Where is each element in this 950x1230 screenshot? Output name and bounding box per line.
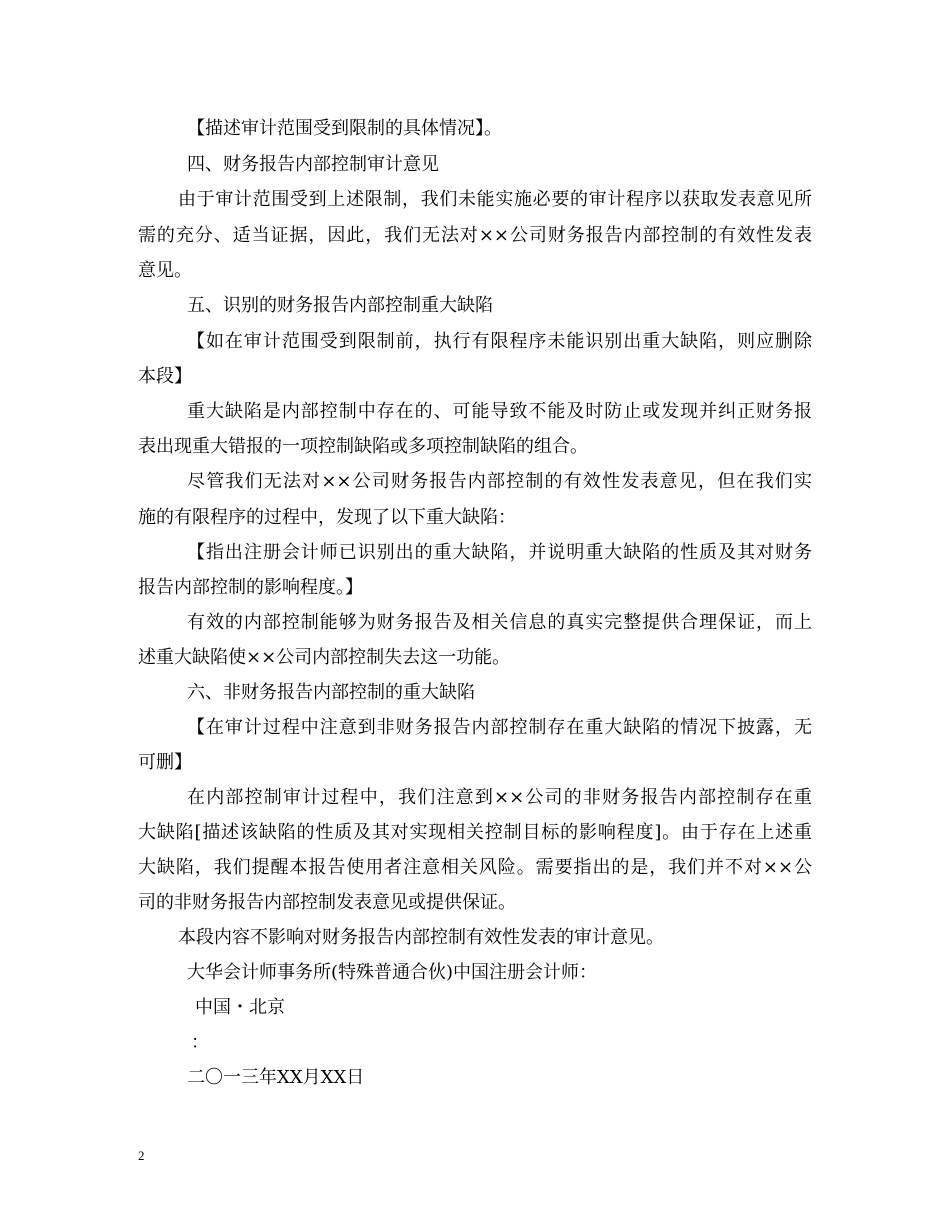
- paragraph-line: 在内部控制审计过程中，我们注意到××公司的非财务报告内部控制存在重: [187, 787, 812, 808]
- paragraph-line: 有效的内部控制能够为财务报告及相关信息的真实完整提供合理保证，而上: [187, 612, 812, 633]
- paragraph-line: 由于审计范围受到上述限制，我们未能实施必要的审计程序以获取发表意见所: [178, 189, 812, 210]
- paragraph-line: 需的充分、适当证据，因此，我们无法对××公司财务报告内部控制的有效性发表: [138, 225, 812, 246]
- section-heading: 六、非财务报告内部控制的重大缺陷: [187, 682, 475, 703]
- paragraph-line: 大缺陷，我们提醒本报告使用者注意相关风险。需要指出的是，我们并不对××公: [138, 857, 812, 878]
- paragraph-line: 【如在审计范围受到限制前，执行有限程序未能识别出重大缺陷，则应删除: [187, 331, 812, 352]
- paragraph-line: 本段内容不影响对财务报告内部控制有效性发表的审计意见。: [178, 927, 664, 948]
- paragraph-line: 【在审计过程中注意到非财务报告内部控制存在重大缺陷的情况下披露，无: [187, 717, 812, 738]
- section-heading: 四、财务报告内部控制审计意见: [187, 154, 439, 175]
- paragraph-line: 【描述审计范围受到限制的具体情况】。: [187, 118, 502, 139]
- paragraph-line: 大缺陷[描述该缺陷的性质及其对实现相关控制目标的影响程度]。由于存在上述重: [138, 822, 812, 843]
- paragraph-line: 【指出注册会计师已识别出的重大缺陷，并说明重大缺陷的性质及其对财务: [187, 542, 812, 563]
- signature-firm: 大华会计师事务所(特殊普通合伙)中国注册会计师：: [187, 962, 598, 983]
- paragraph-line: 意见。: [138, 260, 192, 281]
- paragraph-line: 表出现重大错报的一项控制缺陷或多项控制缺陷的组合。: [138, 436, 588, 457]
- paragraph-line: 司的非财务报告内部控制发表意见或提供保证。: [138, 892, 516, 913]
- paragraph-line: 尽管我们无法对××公司财务报告内部控制的有效性发表意见，但在我们实: [187, 471, 812, 492]
- signature-colon: ：: [191, 1032, 209, 1053]
- paragraph-line: 施的有限程序的过程中，发现了以下重大缺陷：: [138, 507, 516, 528]
- paragraph-line: 重大缺陷是内部控制中存在的、可能导致不能及时防止或发现并纠正财务报: [187, 401, 812, 422]
- signature-date: 二〇一三年XX月XX日: [187, 1067, 365, 1088]
- section-heading: 五、识别的财务报告内部控制重大缺陷: [187, 295, 493, 316]
- page-number: 2: [138, 1148, 145, 1163]
- signature-location: 中国・北京: [195, 997, 285, 1018]
- paragraph-line: 报告内部控制的影响程度。】: [138, 577, 363, 598]
- paragraph-line: 述重大缺陷使××公司内部控制失去这一功能。: [138, 647, 511, 668]
- paragraph-line: 本段】: [138, 366, 192, 387]
- paragraph-line: 可删】: [138, 752, 192, 773]
